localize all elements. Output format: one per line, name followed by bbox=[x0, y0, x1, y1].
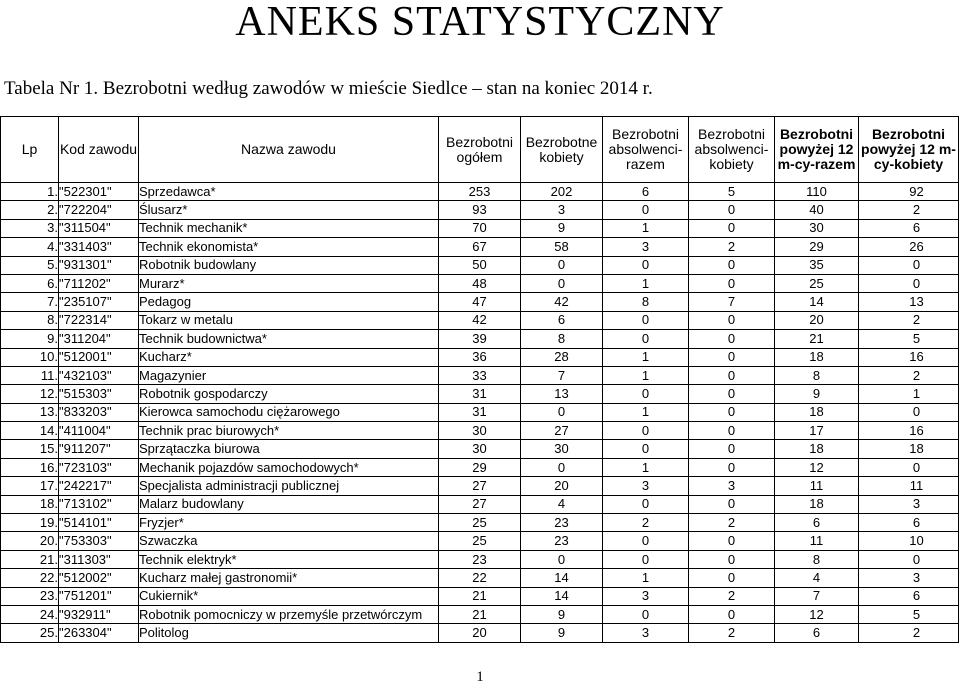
cell-graduates-total: 3 bbox=[603, 238, 689, 256]
cell-graduates-women: 0 bbox=[689, 550, 775, 568]
cell-graduates-women: 0 bbox=[689, 219, 775, 237]
cell-code: "311204" bbox=[59, 330, 139, 348]
cell-longterm-women: 6 bbox=[859, 587, 959, 605]
cell-lp: 2. bbox=[1, 201, 59, 219]
cell-lp: 22. bbox=[1, 569, 59, 587]
cell-total: 25 bbox=[439, 532, 521, 550]
cell-code: "311504" bbox=[59, 219, 139, 237]
cell-women: 23 bbox=[521, 514, 603, 532]
table-header-row bbox=[1, 117, 959, 183]
cell-name: Technik budownictwa* bbox=[139, 330, 439, 348]
cell-name: Malarz budowlany bbox=[139, 495, 439, 513]
cell-women: 23 bbox=[521, 532, 603, 550]
cell-longterm-total: 4 bbox=[775, 569, 859, 587]
cell-total: 30 bbox=[439, 422, 521, 440]
cell-graduates-women: 2 bbox=[689, 587, 775, 605]
cell-longterm-total: 30 bbox=[775, 219, 859, 237]
cell-total: 31 bbox=[439, 385, 521, 403]
cell-total: 23 bbox=[439, 550, 521, 568]
cell-longterm-women: 0 bbox=[859, 403, 959, 421]
cell-code: "711202" bbox=[59, 274, 139, 292]
cell-graduates-women: 0 bbox=[689, 569, 775, 587]
cell-code: "932911" bbox=[59, 605, 139, 623]
cell-women: 0 bbox=[521, 274, 603, 292]
cell-code: "753303" bbox=[59, 532, 139, 550]
cell-name: Politolog bbox=[139, 624, 439, 642]
cell-longterm-women: 2 bbox=[859, 366, 959, 384]
cell-longterm-women: 18 bbox=[859, 440, 959, 458]
table-row bbox=[1, 624, 959, 642]
cell-longterm-women: 16 bbox=[859, 348, 959, 366]
cell-lp: 10. bbox=[1, 348, 59, 366]
cell-name: Magazynier bbox=[139, 366, 439, 384]
table-row bbox=[1, 385, 959, 403]
cell-graduates-women: 0 bbox=[689, 348, 775, 366]
cell-women: 6 bbox=[521, 311, 603, 329]
cell-total: 29 bbox=[439, 458, 521, 476]
cell-lp: 3. bbox=[1, 219, 59, 237]
header-women: Bezrobotne kobiety bbox=[521, 117, 603, 183]
cell-longterm-women: 5 bbox=[859, 330, 959, 348]
cell-longterm-women: 3 bbox=[859, 495, 959, 513]
cell-lp: 6. bbox=[1, 274, 59, 292]
cell-women: 9 bbox=[521, 605, 603, 623]
cell-total: 42 bbox=[439, 311, 521, 329]
header-code: Kod zawodu bbox=[59, 117, 139, 183]
cell-name: Technik ekonomista* bbox=[139, 238, 439, 256]
cell-longterm-total: 18 bbox=[775, 348, 859, 366]
cell-women: 58 bbox=[521, 238, 603, 256]
cell-code: "331403" bbox=[59, 238, 139, 256]
cell-women: 28 bbox=[521, 348, 603, 366]
cell-longterm-women: 11 bbox=[859, 477, 959, 495]
table-row bbox=[1, 587, 959, 605]
cell-longterm-total: 8 bbox=[775, 366, 859, 384]
cell-total: 48 bbox=[439, 274, 521, 292]
cell-name: Kierowca samochodu ciężarowego bbox=[139, 403, 439, 421]
cell-lp: 14. bbox=[1, 422, 59, 440]
cell-name: Pedagog bbox=[139, 293, 439, 311]
cell-name: Mechanik pojazdów samochodowych* bbox=[139, 458, 439, 476]
cell-code: "235107" bbox=[59, 293, 139, 311]
table-row bbox=[1, 366, 959, 384]
header-graduates-total: Bezrobotni absolwenci-razem bbox=[603, 117, 689, 183]
cell-graduates-women: 0 bbox=[689, 440, 775, 458]
cell-women: 7 bbox=[521, 366, 603, 384]
cell-women: 9 bbox=[521, 624, 603, 642]
cell-women: 8 bbox=[521, 330, 603, 348]
cell-code: "263304" bbox=[59, 624, 139, 642]
cell-lp: 20. bbox=[1, 532, 59, 550]
cell-graduates-total: 2 bbox=[603, 514, 689, 532]
cell-longterm-total: 6 bbox=[775, 514, 859, 532]
cell-total: 21 bbox=[439, 587, 521, 605]
cell-lp: 12. bbox=[1, 385, 59, 403]
cell-longterm-women: 0 bbox=[859, 274, 959, 292]
page-number: 1 bbox=[476, 669, 484, 685]
cell-code: "512002" bbox=[59, 569, 139, 587]
cell-women: 20 bbox=[521, 477, 603, 495]
cell-women: 30 bbox=[521, 440, 603, 458]
cell-graduates-women: 7 bbox=[689, 293, 775, 311]
cell-name: Robotnik gospodarczy bbox=[139, 385, 439, 403]
cell-name: Fryzjer* bbox=[139, 514, 439, 532]
cell-graduates-total: 6 bbox=[603, 183, 689, 201]
cell-longterm-women: 0 bbox=[859, 256, 959, 274]
cell-code: "833203" bbox=[59, 403, 139, 421]
cell-graduates-total: 0 bbox=[603, 311, 689, 329]
page-title: ANEKS STATYSTYCZNY bbox=[235, 0, 725, 45]
cell-lp: 19. bbox=[1, 514, 59, 532]
cell-total: 20 bbox=[439, 624, 521, 642]
cell-women: 13 bbox=[521, 385, 603, 403]
cell-women: 27 bbox=[521, 422, 603, 440]
cell-graduates-women: 0 bbox=[689, 532, 775, 550]
cell-longterm-women: 6 bbox=[859, 514, 959, 532]
cell-graduates-total: 1 bbox=[603, 569, 689, 587]
cell-graduates-total: 0 bbox=[603, 201, 689, 219]
cell-total: 25 bbox=[439, 514, 521, 532]
cell-lp: 1. bbox=[1, 183, 59, 201]
cell-name: Technik mechanik* bbox=[139, 219, 439, 237]
cell-longterm-women: 13 bbox=[859, 293, 959, 311]
cell-name: Technik elektryk* bbox=[139, 550, 439, 568]
cell-total: 47 bbox=[439, 293, 521, 311]
cell-longterm-women: 2 bbox=[859, 624, 959, 642]
cell-code: "514101" bbox=[59, 514, 139, 532]
cell-lp: 11. bbox=[1, 366, 59, 384]
cell-code: "911207" bbox=[59, 440, 139, 458]
cell-name: Robotnik pomocniczy w przemyśle przetwórczym bbox=[139, 605, 439, 623]
header-lp: Lp bbox=[1, 117, 59, 183]
cell-longterm-total: 110 bbox=[775, 183, 859, 201]
cell-name: Kucharz małej gastronomii* bbox=[139, 569, 439, 587]
header-total: Bezrobotni ogółem bbox=[439, 117, 521, 183]
cell-graduates-total: 0 bbox=[603, 550, 689, 568]
cell-longterm-women: 3 bbox=[859, 569, 959, 587]
cell-total: 93 bbox=[439, 201, 521, 219]
cell-longterm-women: 2 bbox=[859, 201, 959, 219]
cell-graduates-women: 2 bbox=[689, 238, 775, 256]
cell-longterm-total: 12 bbox=[775, 605, 859, 623]
cell-longterm-total: 6 bbox=[775, 624, 859, 642]
cell-graduates-women: 0 bbox=[689, 385, 775, 403]
table-row bbox=[1, 348, 959, 366]
cell-name: Tokarz w metalu bbox=[139, 311, 439, 329]
cell-code: "931301" bbox=[59, 256, 139, 274]
cell-graduates-total: 1 bbox=[603, 219, 689, 237]
table-row bbox=[1, 458, 959, 476]
cell-graduates-women: 0 bbox=[689, 274, 775, 292]
cell-graduates-total: 0 bbox=[603, 605, 689, 623]
cell-code: "311303" bbox=[59, 550, 139, 568]
cell-lp: 17. bbox=[1, 477, 59, 495]
cell-graduates-women: 0 bbox=[689, 495, 775, 513]
table-row bbox=[1, 550, 959, 568]
cell-lp: 24. bbox=[1, 605, 59, 623]
cell-name: Szwaczka bbox=[139, 532, 439, 550]
cell-name: Murarz* bbox=[139, 274, 439, 292]
cell-lp: 5. bbox=[1, 256, 59, 274]
cell-women: 0 bbox=[521, 550, 603, 568]
table-row bbox=[1, 495, 959, 513]
cell-women: 3 bbox=[521, 201, 603, 219]
cell-graduates-total: 1 bbox=[603, 274, 689, 292]
cell-code: "722204" bbox=[59, 201, 139, 219]
table-row bbox=[1, 293, 959, 311]
cell-graduates-total: 0 bbox=[603, 385, 689, 403]
cell-code: "722314" bbox=[59, 311, 139, 329]
table-row bbox=[1, 514, 959, 532]
cell-longterm-total: 12 bbox=[775, 458, 859, 476]
cell-graduates-total: 1 bbox=[603, 458, 689, 476]
cell-women: 202 bbox=[521, 183, 603, 201]
cell-name: Cukiernik* bbox=[139, 587, 439, 605]
cell-code: "522301" bbox=[59, 183, 139, 201]
cell-longterm-total: 35 bbox=[775, 256, 859, 274]
cell-longterm-women: 16 bbox=[859, 422, 959, 440]
table-caption: Tabela Nr 1. Bezrobotni według zawodów w mieście Siedlce – stan na koniec 2014 r. bbox=[4, 78, 653, 99]
cell-code: "411004" bbox=[59, 422, 139, 440]
cell-lp: 13. bbox=[1, 403, 59, 421]
header-longterm-total: Bezrobotni powyżej 12 m-cy-razem bbox=[775, 117, 859, 183]
table-row bbox=[1, 274, 959, 292]
cell-total: 253 bbox=[439, 183, 521, 201]
cell-code: "242217" bbox=[59, 477, 139, 495]
cell-longterm-total: 25 bbox=[775, 274, 859, 292]
cell-graduates-total: 0 bbox=[603, 330, 689, 348]
cell-longterm-women: 0 bbox=[859, 458, 959, 476]
cell-graduates-total: 8 bbox=[603, 293, 689, 311]
cell-code: "751201" bbox=[59, 587, 139, 605]
header-graduates-women: Bezrobotni absolwenci-kobiety bbox=[689, 117, 775, 183]
cell-graduates-women: 3 bbox=[689, 477, 775, 495]
header-longterm-women: Bezrobotni powyżej 12 m-cy-kobiety bbox=[859, 117, 959, 183]
cell-total: 30 bbox=[439, 440, 521, 458]
cell-longterm-women: 5 bbox=[859, 605, 959, 623]
cell-graduates-women: 0 bbox=[689, 201, 775, 219]
cell-longterm-women: 1 bbox=[859, 385, 959, 403]
cell-total: 22 bbox=[439, 569, 521, 587]
table-row bbox=[1, 330, 959, 348]
table-row bbox=[1, 532, 959, 550]
cell-longterm-total: 21 bbox=[775, 330, 859, 348]
cell-lp: 21. bbox=[1, 550, 59, 568]
cell-lp: 15. bbox=[1, 440, 59, 458]
cell-graduates-women: 0 bbox=[689, 366, 775, 384]
table-row bbox=[1, 605, 959, 623]
table-row bbox=[1, 219, 959, 237]
table-row bbox=[1, 311, 959, 329]
cell-women: 42 bbox=[521, 293, 603, 311]
table-row bbox=[1, 201, 959, 219]
cell-name: Ślusarz* bbox=[139, 201, 439, 219]
cell-longterm-total: 11 bbox=[775, 532, 859, 550]
cell-graduates-women: 0 bbox=[689, 311, 775, 329]
cell-graduates-total: 0 bbox=[603, 532, 689, 550]
cell-total: 36 bbox=[439, 348, 521, 366]
cell-longterm-total: 17 bbox=[775, 422, 859, 440]
cell-total: 27 bbox=[439, 477, 521, 495]
table-row bbox=[1, 256, 959, 274]
cell-longterm-women: 92 bbox=[859, 183, 959, 201]
cell-women: 0 bbox=[521, 403, 603, 421]
cell-graduates-total: 3 bbox=[603, 587, 689, 605]
cell-graduates-total: 0 bbox=[603, 422, 689, 440]
cell-total: 50 bbox=[439, 256, 521, 274]
cell-name: Sprzedawca* bbox=[139, 183, 439, 201]
table-row bbox=[1, 183, 959, 201]
cell-longterm-total: 40 bbox=[775, 201, 859, 219]
cell-total: 39 bbox=[439, 330, 521, 348]
table-row bbox=[1, 422, 959, 440]
cell-graduates-women: 2 bbox=[689, 514, 775, 532]
cell-graduates-total: 1 bbox=[603, 403, 689, 421]
cell-code: "723103" bbox=[59, 458, 139, 476]
cell-code: "713102" bbox=[59, 495, 139, 513]
cell-longterm-total: 29 bbox=[775, 238, 859, 256]
cell-longterm-total: 18 bbox=[775, 403, 859, 421]
cell-total: 67 bbox=[439, 238, 521, 256]
cell-longterm-total: 11 bbox=[775, 477, 859, 495]
cell-longterm-total: 18 bbox=[775, 495, 859, 513]
cell-name: Technik prac biurowych* bbox=[139, 422, 439, 440]
cell-longterm-total: 20 bbox=[775, 311, 859, 329]
cell-graduates-women: 2 bbox=[689, 624, 775, 642]
cell-graduates-total: 0 bbox=[603, 256, 689, 274]
statistics-table bbox=[0, 116, 959, 643]
cell-graduates-total: 1 bbox=[603, 366, 689, 384]
cell-graduates-total: 0 bbox=[603, 495, 689, 513]
cell-longterm-women: 10 bbox=[859, 532, 959, 550]
table-row bbox=[1, 403, 959, 421]
cell-total: 70 bbox=[439, 219, 521, 237]
cell-graduates-total: 3 bbox=[603, 624, 689, 642]
cell-women: 14 bbox=[521, 569, 603, 587]
cell-total: 33 bbox=[439, 366, 521, 384]
cell-women: 9 bbox=[521, 219, 603, 237]
cell-women: 0 bbox=[521, 256, 603, 274]
cell-code: "515303" bbox=[59, 385, 139, 403]
cell-longterm-total: 14 bbox=[775, 293, 859, 311]
cell-graduates-total: 3 bbox=[603, 477, 689, 495]
cell-lp: 25. bbox=[1, 624, 59, 642]
cell-lp: 7. bbox=[1, 293, 59, 311]
cell-longterm-total: 7 bbox=[775, 587, 859, 605]
table-row bbox=[1, 569, 959, 587]
cell-graduates-women: 0 bbox=[689, 458, 775, 476]
cell-longterm-total: 18 bbox=[775, 440, 859, 458]
table-row bbox=[1, 477, 959, 495]
cell-graduates-women: 0 bbox=[689, 256, 775, 274]
cell-graduates-total: 1 bbox=[603, 348, 689, 366]
cell-total: 31 bbox=[439, 403, 521, 421]
table-row bbox=[1, 440, 959, 458]
cell-graduates-women: 0 bbox=[689, 422, 775, 440]
cell-graduates-women: 0 bbox=[689, 330, 775, 348]
cell-longterm-women: 2 bbox=[859, 311, 959, 329]
cell-name: Kucharz* bbox=[139, 348, 439, 366]
table-body bbox=[1, 183, 959, 643]
cell-women: 0 bbox=[521, 458, 603, 476]
header-name: Nazwa zawodu bbox=[139, 117, 439, 183]
cell-name: Sprzątaczka biurowa bbox=[139, 440, 439, 458]
cell-women: 4 bbox=[521, 495, 603, 513]
cell-lp: 18. bbox=[1, 495, 59, 513]
cell-lp: 23. bbox=[1, 587, 59, 605]
cell-longterm-women: 0 bbox=[859, 550, 959, 568]
cell-lp: 16. bbox=[1, 458, 59, 476]
cell-code: "432103" bbox=[59, 366, 139, 384]
cell-total: 21 bbox=[439, 605, 521, 623]
cell-longterm-women: 26 bbox=[859, 238, 959, 256]
table-row bbox=[1, 238, 959, 256]
cell-graduates-women: 0 bbox=[689, 403, 775, 421]
cell-longterm-women: 6 bbox=[859, 219, 959, 237]
cell-total: 27 bbox=[439, 495, 521, 513]
cell-graduates-women: 0 bbox=[689, 605, 775, 623]
cell-name: Specjalista administracji publicznej bbox=[139, 477, 439, 495]
cell-longterm-total: 8 bbox=[775, 550, 859, 568]
cell-name: Robotnik budowlany bbox=[139, 256, 439, 274]
cell-longterm-total: 9 bbox=[775, 385, 859, 403]
cell-lp: 8. bbox=[1, 311, 59, 329]
cell-lp: 4. bbox=[1, 238, 59, 256]
cell-graduates-total: 0 bbox=[603, 440, 689, 458]
cell-lp: 9. bbox=[1, 330, 59, 348]
cell-code: "512001" bbox=[59, 348, 139, 366]
cell-women: 14 bbox=[521, 587, 603, 605]
cell-graduates-women: 5 bbox=[689, 183, 775, 201]
